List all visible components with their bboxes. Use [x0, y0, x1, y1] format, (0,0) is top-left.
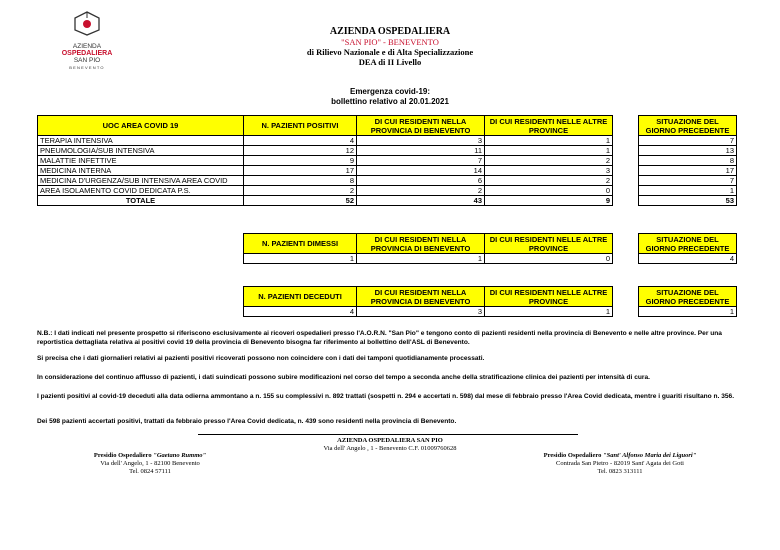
discharged-header: [244, 234, 737, 254]
table-row: [244, 307, 737, 317]
cell-positivi: 12: [244, 146, 357, 156]
dis-col-count: N. PAZIENTI DIMESSI: [244, 234, 357, 254]
main-table-header: [38, 116, 737, 136]
footer-center-addr: Via dell' Angelo , 1 - Benevento C.F. 01009760628: [323, 445, 457, 452]
table-row: [38, 136, 737, 146]
table-row: [38, 186, 737, 196]
cell-res-bn: 11: [357, 146, 485, 156]
cell-res-bn: 14: [357, 166, 485, 176]
col-positivi: N. PAZIENTI POSITIVI: [244, 116, 357, 136]
cell-res-altre: 9: [485, 196, 613, 206]
footer-right-tel: Tel. 0823 313111: [597, 468, 643, 475]
cell-uoc: PNEUMOLOGIA/SUB INTENSIVA: [38, 146, 244, 156]
cell-prev: 17: [639, 166, 737, 176]
cell-positivi: 4: [244, 136, 357, 146]
dec-count: 4: [244, 307, 357, 317]
cell-positivi: 9: [244, 156, 357, 166]
footer-left-addr: Via dell' Angelo, 1 - 82100 Benevento: [100, 460, 200, 467]
cell-res-bn: 43: [357, 196, 485, 206]
cell-uoc: TOTALE: [38, 196, 244, 206]
cell-res-bn: 2: [357, 186, 485, 196]
cell-positivi: 17: [244, 166, 357, 176]
cell-uoc: MEDICINA INTERNA: [38, 166, 244, 176]
note-afflusso: In considerazione del continuo afflusso di pazienti, i dati suindicati possono subire modificazioni nel corso del tempo a seconda anche della stratificazione clinica dei pazienti per intensità di cura.: [37, 374, 650, 381]
cell-res-altre: 2: [485, 156, 613, 166]
dis-res-altre: 0: [485, 254, 613, 264]
cell-res-altre: 1: [485, 136, 613, 146]
header-line3: di Rilievo Nazionale e di Alta Specializzazione: [306, 47, 474, 57]
col-res-altre: DI CUI RESIDENTI NELLE ALTRE PROVINCE: [485, 116, 613, 136]
footer-right-name: "Sant' Alfonso Maria dei Liguori": [603, 452, 697, 459]
col-uoc: UOC AREA COVID 19: [38, 116, 244, 136]
cell-prev: 7: [639, 176, 737, 186]
dec-col-res-bn: DI CUI RESIDENTI NELLA PROVINCIA DI BENEVENTO: [357, 287, 485, 307]
cell-res-bn: 6: [357, 176, 485, 186]
cell-uoc: AREA ISOLAMENTO COVID DEDICATA P.S.: [38, 186, 244, 196]
document-header: [250, 27, 530, 67]
logo-line1: AZIENDA: [72, 43, 102, 50]
cell-prev: 8: [639, 156, 737, 166]
bulletin-line1: Emergenza covid-19:: [349, 87, 431, 96]
cell-res-altre: 2: [485, 176, 613, 186]
cell-uoc: TERAPIA INTENSIVA: [38, 136, 244, 146]
table-row: [38, 146, 737, 156]
cell-res-bn: 3: [357, 136, 485, 146]
header-subtitle: "SAN PIO" - BENEVENTO: [341, 37, 439, 47]
cell-res-altre: 1: [485, 146, 613, 156]
col-res-bn: DI CUI RESIDENTI NELLA PROVINCIA DI BENEVENTO: [357, 116, 485, 136]
header-title: AZIENDA OSPEDALIERA: [329, 26, 451, 37]
footer-right-title: Presidio Ospedaliero: [543, 452, 602, 459]
logo-line2: OSPEDALIERA: [61, 50, 113, 57]
header-line4: DEA di II Livello: [358, 57, 422, 67]
cell-positivi: 2: [244, 186, 357, 196]
dis-col-res-altre: DI CUI RESIDENTI NELLE ALTRE PROVINCE: [485, 234, 613, 254]
footer-right-addr: Contrada San Pietro - 82019 Sant' Agata dei Goti: [556, 460, 684, 467]
deceased-table: [243, 286, 737, 317]
footer-left: [70, 452, 230, 476]
deceased-header: [244, 287, 737, 307]
dis-res-bn: 1: [357, 254, 485, 264]
dec-prev: 1: [639, 307, 737, 317]
logo-mark-icon: [72, 10, 102, 36]
bulletin-line2: bollettino relativo al 20.01.2021: [331, 97, 449, 106]
note-precisa: Si precisa che i dati giornalieri relativi ai pazienti positivi ricoverati possono non coincidere con i dati dei tamponi quotidianamente processati.: [37, 355, 485, 362]
footer-center-title: AZIENDA OSPEDALIERA SAN PIO: [337, 437, 443, 444]
cell-positivi: 8: [244, 176, 357, 186]
cell-prev: 13: [639, 146, 737, 156]
dec-res-bn: 3: [357, 307, 485, 317]
col-prev: SITUAZIONE DEL GIORNO PRECEDENTE: [639, 116, 737, 136]
table-row: [244, 254, 737, 264]
cell-uoc: MEDICINA D'URGENZA/SUB INTENSIVA AREA COVID: [38, 176, 244, 186]
note-deceduti: I pazienti positivi al covid-19 deceduti alla data odierna ammontano a n. 155 su complessivi n. 892 trattati (sospetti n. 294 e accertati n. 598) dal mese di febbraio presso l'Area Covid dedicata, mentre i guariti risultano n. 356.: [37, 393, 735, 400]
cell-res-altre: 0: [485, 186, 613, 196]
dec-res-altre: 1: [485, 307, 613, 317]
table-row: [38, 176, 737, 186]
dec-col-prev: SITUAZIONE DEL GIORNO PRECEDENTE: [639, 287, 737, 307]
main-table: [37, 115, 737, 206]
logo-line3: SAN PIO: [73, 57, 101, 64]
note-nb: N.B.: I dati indicati nel presente prospetto si riferiscono esclusivamente ai ricoveri ospedalieri presso l'A.O.R.N. "San Pio" e tengono conto di pazienti residenti nella provincia di Benevento e nelle altre province. Per una reportistica dettagliata relativa ai positivi covid 19 della provincia di Benevento bisogna far riferimento al bollettino dell'ASL di Benevento.: [37, 330, 722, 346]
logo-line4: BENEVENTO: [69, 65, 105, 70]
table-row: [38, 156, 737, 166]
hospital-logo: [57, 10, 117, 80]
bulletin-title: [290, 87, 490, 107]
dec-col-count: N. PAZIENTI DECEDUTI: [244, 287, 357, 307]
cell-prev: 53: [639, 196, 737, 206]
table-row: [38, 166, 737, 176]
footer-right: [520, 452, 720, 476]
dis-col-prev: SITUAZIONE DEL GIORNO PRECEDENTE: [639, 234, 737, 254]
dis-prev: 4: [639, 254, 737, 264]
footer-left-name: "Gaetano Rummo": [153, 452, 207, 459]
cell-uoc: MALATTIE INFETTIVE: [38, 156, 244, 166]
cell-prev: 7: [639, 136, 737, 146]
footer-left-tel: Tel. 0824 57111: [129, 468, 171, 475]
note-accertati: Dei 598 pazienti accertati positivi, trattati da febbraio presso l'Area Covid dedicata, n. 439 sono residenti nella provincia di Benevento.: [37, 418, 457, 425]
cell-res-altre: 3: [485, 166, 613, 176]
dec-col-res-altre: DI CUI RESIDENTI NELLE ALTRE PROVINCE: [485, 287, 613, 307]
discharged-table: [243, 233, 737, 264]
dis-count: 1: [244, 254, 357, 264]
total-row: [38, 196, 737, 206]
cell-res-bn: 7: [357, 156, 485, 166]
footer-left-title: Presidio Ospedaliero: [93, 452, 152, 459]
cell-prev: 1: [639, 186, 737, 196]
cell-positivi: 52: [244, 196, 357, 206]
dis-col-res-bn: DI CUI RESIDENTI NELLA PROVINCIA DI BENEVENTO: [357, 234, 485, 254]
footer-center: [240, 437, 540, 453]
footer-divider: [198, 434, 578, 435]
